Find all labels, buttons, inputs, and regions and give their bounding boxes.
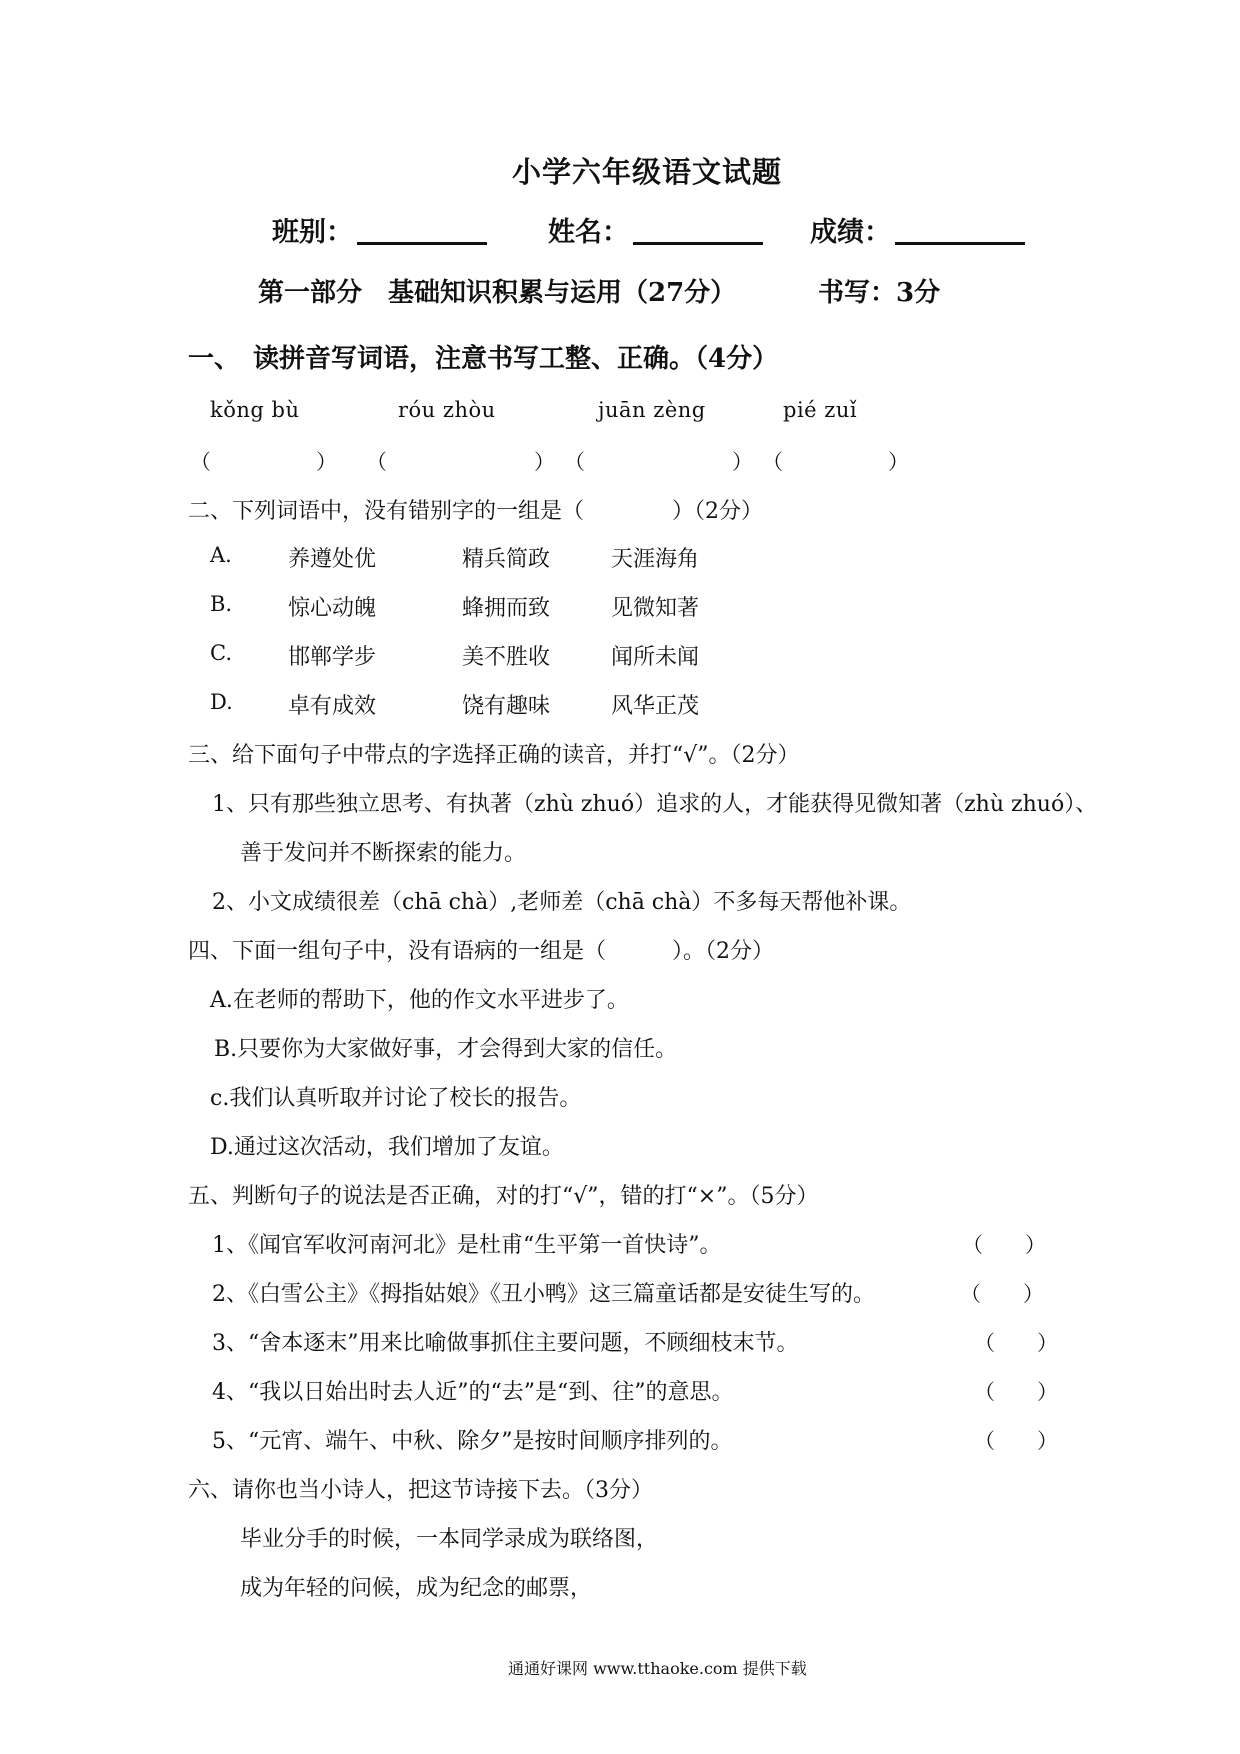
q4-option-b: B.只要你为大家做好事，才会得到大家的信任。 (214, 1037, 678, 1062)
score-field (810, 210, 1025, 249)
q6-poem-line-1: 毕业分手的时候，一本同学录成为联络图， (240, 1527, 659, 1552)
part1-title: 第一部分 基础知识积累与运用（27分） (258, 278, 737, 308)
name-blank[interactable] (633, 216, 763, 245)
q5-item-2-bracket[interactable]: （ ） (960, 1282, 1044, 1306)
q2-heading: 二、下列词语中，没有错别字的一组是（ ）（2分） (188, 499, 763, 524)
q5-item-3: 3、“舍本逐末”用来比喻做事抓住主要问题，不顾细枝末节。 (212, 1331, 799, 1356)
name-field (548, 210, 763, 249)
q6-poem-line-2: 成为年轻的问候，成为纪念的邮票， (240, 1576, 593, 1601)
q2-option-a-word-3: 天涯海角 (611, 547, 700, 572)
q2-option-c-word-3: 闻所未闻 (611, 645, 700, 670)
class-blank[interactable] (357, 216, 487, 245)
part1-handwriting: 书写：3分 (818, 278, 941, 308)
q2-option-d-word-3: 风华正茂 (611, 694, 700, 719)
q6-heading: 六、请你也当小诗人，把这节诗接下去。（3分） (188, 1478, 653, 1503)
q5-item-5: 5、“元宵、端午、中秋、除夕”是按时间顺序排列的。 (212, 1429, 733, 1454)
pinyin-4: pié zuǐ (783, 398, 858, 422)
score-blank[interactable] (895, 216, 1025, 245)
q4-option-d: D.通过这次活动，我们增加了友谊。 (210, 1135, 564, 1160)
q3-item2: 2、小文成绩很差（chā chà）,老师差（chā chà）不多每天帮他补课。 (212, 890, 912, 915)
q3-item1-line2: 善于发问并不断探索的能力。 (240, 841, 527, 866)
class-field (272, 210, 487, 249)
q4-option-a: A.在老师的帮助下，他的作文水平进步了。 (210, 988, 629, 1013)
q2-option-d-letter: D. (210, 690, 233, 714)
answer-bracket-2[interactable]: （ ） (366, 450, 555, 474)
q1-heading: 一、 读拼音写词语，注意书写工整、正确。（4分） (188, 344, 779, 374)
pinyin-3: juān zèng (598, 398, 706, 422)
q5-heading: 五、判断句子的说法是否正确，对的打“√”，错的打“×”。（5分） (188, 1184, 819, 1209)
q5-item-1-bracket[interactable]: （ ） (962, 1233, 1046, 1257)
pinyin-2: róu zhòu (398, 398, 496, 422)
q2-option-b-letter: B. (210, 592, 233, 616)
q2-option-c-word-1: 邯郸学步 (288, 645, 377, 670)
q2-option-c-letter: C. (210, 641, 232, 665)
q5-item-4-bracket[interactable]: （ ） (974, 1380, 1058, 1404)
answer-bracket-1[interactable]: （ ） (190, 450, 337, 474)
answer-bracket-3[interactable]: （ ） (564, 450, 753, 474)
q5-item-3-bracket[interactable]: （ ） (974, 1331, 1058, 1355)
page-title: 小学六年级语文试题 (512, 155, 783, 189)
page-footer: 通通好课网 www.tthaoke.com 提供下载 (508, 1659, 807, 1678)
q5-item-4: 4、“我以日始出时去人近”的“去”是“到、往”的意思。 (212, 1380, 734, 1405)
q2-option-c-word-2: 美不胜收 (462, 645, 551, 670)
q4-heading: 四、下面一组句子中，没有语病的一组是（ ）。（2分） (188, 939, 774, 964)
q5-item-2: 2、《白雪公主》《拇指姑娘》《丑小鸭》这三篇童话都是安徒生写的。 (212, 1282, 875, 1307)
q2-option-a-word-2: 精兵简政 (462, 547, 551, 572)
q5-item-5-bracket[interactable]: （ ） (974, 1429, 1058, 1453)
score-label: 成绩： (810, 217, 891, 248)
q2-option-a-word-1: 养遵处优 (288, 547, 377, 572)
q4-option-c: c.我们认真听取并讨论了校长的报告。 (210, 1086, 582, 1111)
class-label: 班别： (272, 217, 353, 248)
q2-option-d-word-1: 卓有成效 (288, 694, 377, 719)
pinyin-1: kǒng bù (210, 398, 300, 422)
q2-option-b-word-3: 见微知著 (611, 596, 700, 621)
name-label: 姓名： (548, 217, 629, 248)
q3-heading: 三、给下面句子中带点的字选择正确的读音，并打“√”。（2分） (188, 743, 800, 768)
answer-bracket-4[interactable]: （ ） (762, 450, 909, 474)
q2-option-b-word-1: 惊心动魄 (288, 596, 377, 621)
q5-item-1: 1、《闻官军收河南河北》是杜甫“生平第一首快诗”。 (212, 1233, 722, 1258)
q2-option-b-word-2: 蜂拥而致 (462, 596, 551, 621)
q2-option-a-letter: A. (210, 543, 232, 567)
q2-option-d-word-2: 饶有趣味 (462, 694, 551, 719)
q3-item1-line1: 1、只有那些独立思考、有执著（zhù zhuó）追求的人，才能获得见微知著（zhù zhuó）、 (212, 792, 1098, 817)
